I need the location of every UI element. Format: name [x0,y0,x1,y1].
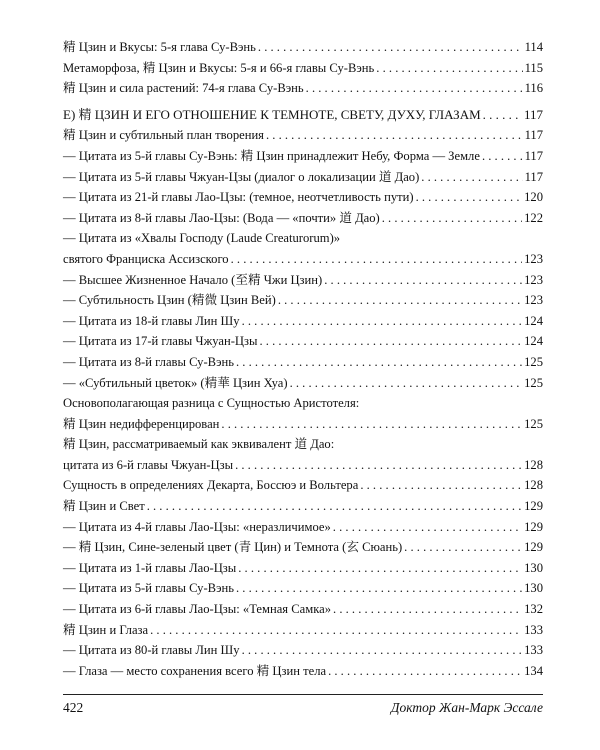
dot-leader [324,270,522,291]
toc-entry [63,167,543,188]
toc-entry-title: — Высшее Жизненное Начало (至精 Чжи Цзин) [63,272,323,287]
toc-entry-title: Основополагающая разница с Сущностью Аристотеля: [63,396,360,411]
footer-divider [63,694,543,695]
dot-leader [258,37,523,58]
toc-entry-page: 117 [524,148,543,163]
dot-leader [236,578,522,599]
toc-entry [63,311,543,332]
dot-leader [266,125,523,146]
toc-entry [63,455,543,476]
toc-entry-page: 117 [523,106,543,122]
toc-entry [63,620,543,641]
toc-entry-title: E) 精 ЦЗИН И ЕГО ОТНОШЕНИЕ К ТЕМНОТЕ, СВЕТУ, ДУХУ, ГЛАЗАМ [63,106,481,122]
toc-entry-page: 125 [524,354,543,369]
toc-entry-title: 精 Цзин и субтильный план творения [63,128,264,143]
toc-entry [63,187,543,208]
toc-entry [63,475,543,496]
dot-leader [421,167,522,188]
toc-entry-title: — Субтильность Цзин (精微 Цзин Вей) [63,293,276,308]
dot-leader [482,146,523,167]
toc-entry [63,537,543,558]
dot-leader [360,475,522,496]
toc-entry-page: 120 [524,190,543,205]
toc-entry [63,78,543,99]
toc-entry-title: — Цитата из 5-й главы Су-Вэнь: 精 Цзин принадлежит Небу, Форма — Земле [63,148,480,163]
toc-entry-page: 129 [524,499,543,514]
toc-entry [63,270,543,291]
dot-leader [147,496,522,517]
toc-entry-title: — Цитата из 5-й главы Чжуан-Цзы (диалог о локализации 道 Дао) [63,169,420,184]
dot-leader [290,373,523,394]
dot-leader [416,187,523,208]
toc-entry-title: Сущность в определениях Декарта, Боссюэ и Вольтера [63,478,359,493]
dot-leader [278,290,522,311]
toc-entry [63,352,543,373]
toc-entry [63,37,543,58]
toc-entry-title: — Цитата из 5-й главы Су-Вэнь [63,581,234,596]
toc-entry-first-line [63,228,543,249]
toc-entry-page: 133 [524,622,543,637]
toc-entry-page: 129 [524,540,543,555]
toc-entry-page: 114 [524,40,543,54]
toc-entry [63,331,543,352]
toc-entry-page: 123 [524,293,543,308]
toc-entry [63,661,543,682]
toc-entry [63,599,543,620]
toc-entry-title: цитата из 6-й главы Чжуан-Цзы [63,457,234,472]
toc-entry [63,517,543,538]
dot-leader [259,331,522,352]
toc-entry-title: 精 Цзин и сила растений: 74-я глава Су-Вэнь [63,81,304,96]
toc-entry-title: — Цитата из 18-й главы Лин Шу [63,313,240,328]
toc-entry-title: — Цитата из 8-й главы Су-Вэнь [63,354,234,369]
toc-entry-title: — Цитата из 6-й главы Лао-Цзы: «Темная Самка» [63,602,332,617]
toc-entry-title: святого Франциска Ассизского [63,251,229,266]
dot-leader [242,640,523,661]
toc-entry [63,125,543,146]
toc-entry-page: 130 [524,581,543,596]
toc-entry-page: 130 [524,560,543,575]
toc-entry-page: 124 [524,313,543,328]
toc-entry-title: 精 Цзин, рассматриваемый как эквивалент 道 Дао: [63,437,335,452]
toc-entry-page: 116 [524,81,543,96]
toc-entry-page: 122 [524,210,543,225]
toc-entry [63,58,543,79]
toc-entry-page: 123 [524,272,543,287]
dot-leader [333,599,522,620]
toc-entry [63,558,543,579]
toc-entry-title: — Цитата из «Хвалы Господу (Laude Creaturorum)» [63,231,341,246]
toc-entry-title: — Цитата из 17-й главы Чжуан-Цзы [63,334,258,349]
dot-leader [376,58,522,79]
toc-entry-page: 125 [524,416,543,431]
dot-leader [235,455,522,476]
toc-entry [63,578,543,599]
toc-entry-page: 133 [524,643,543,658]
toc-entry-first-line [63,434,543,455]
toc-entry [63,146,543,167]
dot-leader [150,620,522,641]
toc-entry-title: — 精 Цзин, Сине-зеленый цвет (青 Цин) и Темнота (玄 Сюань) [63,540,403,555]
toc-entry-page: 124 [524,334,543,349]
toc-entry [63,290,543,311]
dot-leader [483,105,522,126]
dot-leader [333,517,522,538]
toc-entry-title: — Цитата из 21-й главы Лао-Цзы: (темное, неотчетливость пути) [63,190,414,205]
toc-entry [63,496,543,517]
toc-entry-first-line [63,393,543,414]
dot-leader [231,249,523,270]
dot-leader [238,558,522,579]
dot-leader [221,414,522,435]
toc-entry-page: 125 [524,375,543,390]
toc-entry-title: — Цитата из 4-й главы Лао-Цзы: «неразличимое» [63,519,331,534]
dot-leader [236,352,522,373]
dot-leader [306,78,523,99]
toc-entry-page: 134 [524,663,543,678]
dot-leader [404,537,522,558]
toc-entry-page: 129 [524,519,543,534]
toc-entry-page: 128 [524,457,543,472]
toc-entry-title: 精 Цзин недифференцирован [63,416,220,431]
page-number: 422 [63,700,84,715]
toc-entry [63,640,543,661]
table-of-contents [63,37,543,681]
toc-entry-title: Метаморфоза, 精 Цзин и Вкусы: 5-я и 66-я главы Су-Вэнь [63,60,375,75]
toc-entry-title: — Цитата из 1-й главы Лао-Цзы [63,560,237,575]
dot-leader [242,311,523,332]
toc-entry-title: 精 Цзин и Свет [63,499,145,514]
toc-entry-title: — Цитата из 8-й главы Лао-Цзы: (Вода — «почти» 道 Дао) [63,210,380,225]
toc-entry-page: 117 [524,128,543,143]
toc-entry-title: 精 Цзин и Вкусы: 5-я глава Су-Вэнь [63,40,256,54]
toc-entry [63,208,543,229]
toc-entry-page: 123 [524,251,543,266]
dot-leader [328,661,522,682]
toc-entry-page: 128 [524,478,543,493]
toc-entry [63,249,543,270]
toc-entry [63,373,543,394]
toc-entry-page: 132 [524,602,543,617]
toc-entry-page: 117 [524,169,543,184]
running-footer-author: Доктор Жан-Марк Эссале [390,700,543,715]
toc-entry-title: — Глаза — место сохранения всего 精 Цзин тела [63,663,327,678]
toc-section-heading [63,105,543,126]
toc-entry-page: 115 [524,60,543,75]
toc-entry [63,414,543,435]
toc-entry-title: — «Субтильный цветок» (精華 Цзин Хуа) [63,375,288,390]
dot-leader [382,208,522,229]
toc-entry-title: — Цитата из 80-й главы Лин Шу [63,643,240,658]
toc-entry-title: 精 Цзин и Глаза [63,622,149,637]
